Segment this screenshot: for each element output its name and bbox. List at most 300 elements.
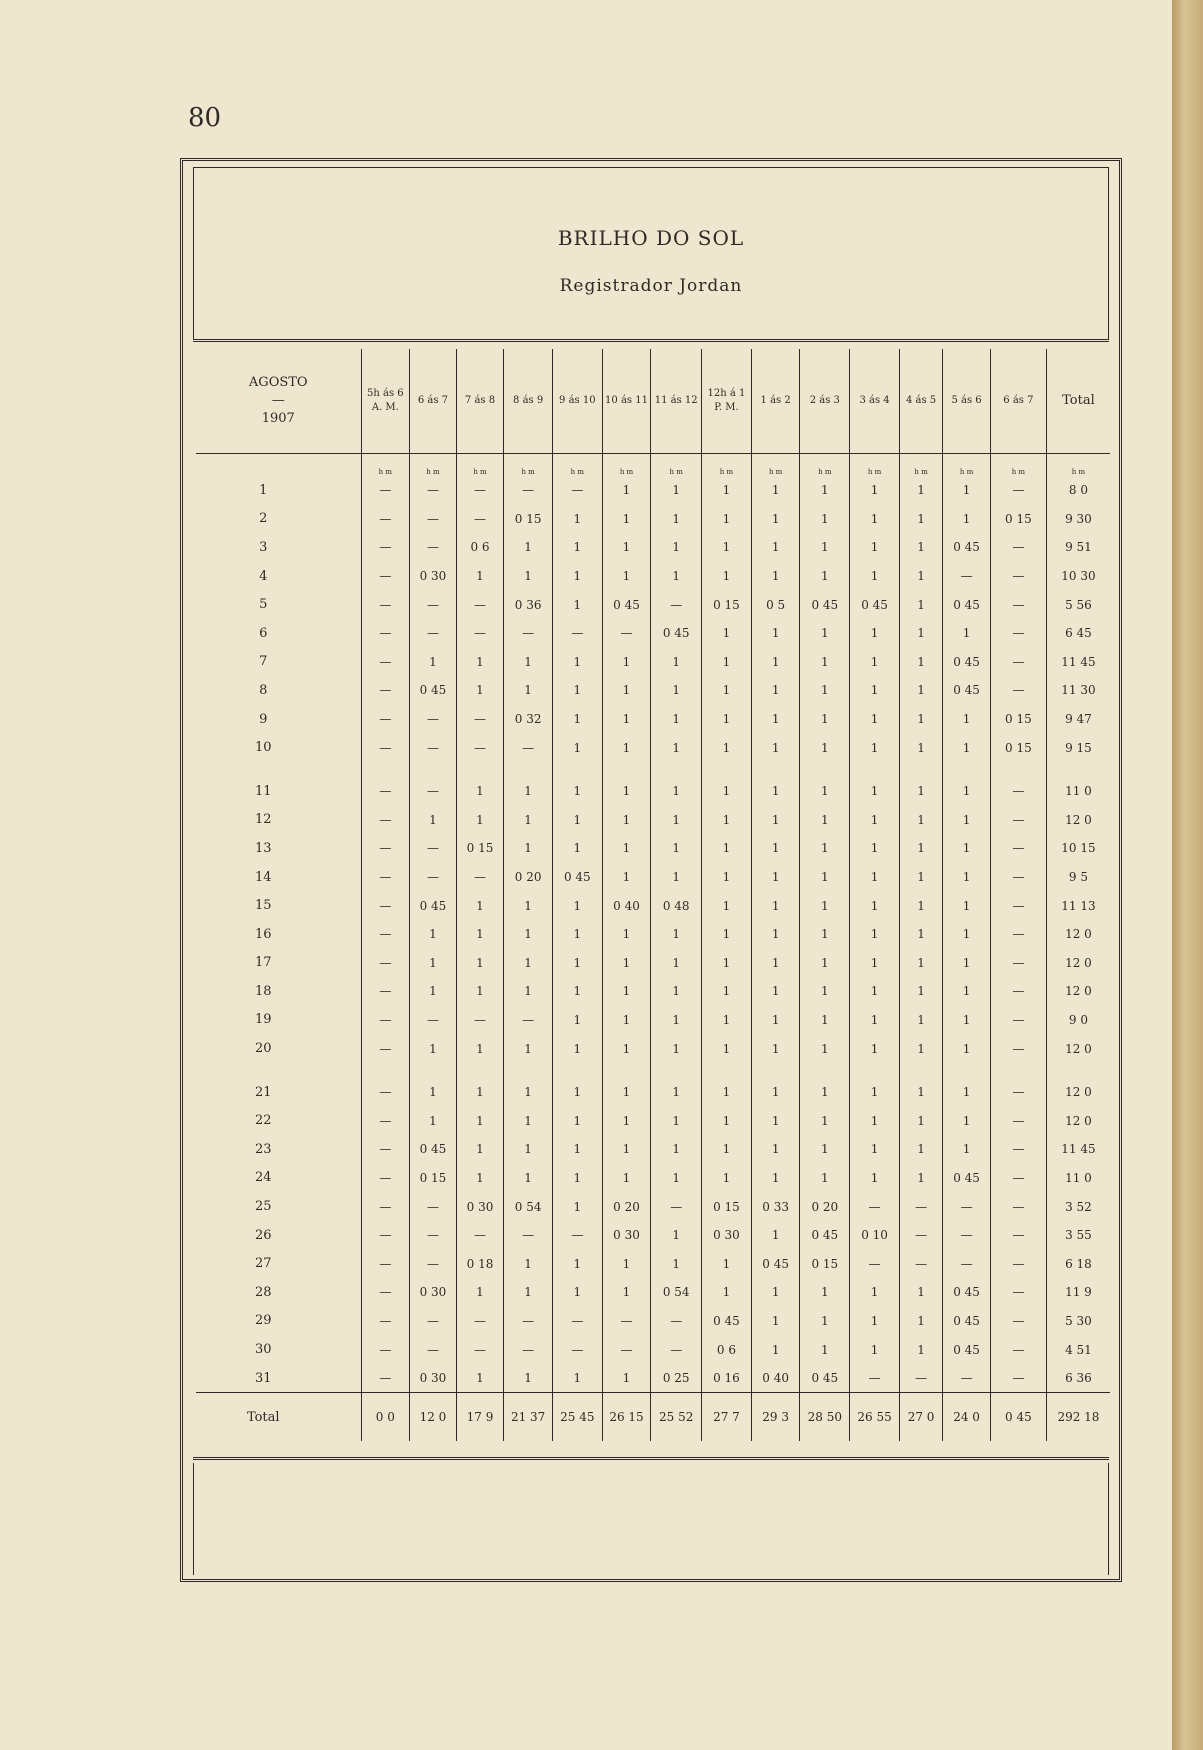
hour-cell: —	[899, 1221, 942, 1250]
table-body	[196, 454, 1110, 1442]
hour-cell: 1	[552, 533, 602, 562]
hour-cell: 1	[751, 920, 800, 949]
hour-cell: 0 6	[702, 1335, 752, 1364]
hour-cell: 1	[702, 777, 752, 806]
hour-cell: 0 15	[990, 733, 1046, 762]
hour-cell: —	[361, 1249, 410, 1278]
hour-cell: —	[990, 977, 1046, 1006]
hour-cell: 0 45	[410, 891, 457, 920]
day-number: 25	[254, 1199, 272, 1215]
spacer-cell	[850, 762, 900, 777]
table-row	[196, 1249, 1110, 1278]
hour-cell: 1	[504, 1164, 553, 1193]
table-row	[196, 863, 1110, 892]
hour-cell: 1	[751, 891, 800, 920]
hour-cell: 1	[602, 505, 651, 534]
hour-cell: —	[456, 505, 504, 534]
hour-cell: —	[361, 619, 410, 648]
column-header-hours: 12h á 1	[707, 388, 746, 399]
hour-cell: 1	[850, 977, 900, 1006]
hour-cell: 1	[702, 949, 752, 978]
hour-cell: 1	[552, 806, 602, 835]
hour-cell: 1	[456, 1278, 504, 1307]
page-subtitle: Registrador Jordan	[559, 276, 743, 296]
hour-cell: 1	[899, 590, 942, 619]
day-number: 3	[259, 539, 268, 555]
hour-cell: —	[552, 476, 602, 505]
hour-cell: 0 15	[800, 1249, 850, 1278]
unit-cell: h m	[751, 454, 800, 477]
hour-cell: 1	[456, 1164, 504, 1193]
hour-cell: —	[990, 1164, 1046, 1193]
hour-cell: —	[361, 977, 410, 1006]
table-row	[196, 1164, 1110, 1193]
day-total-cell: 4 51	[1046, 1335, 1110, 1364]
spacer-cell	[702, 762, 752, 777]
hour-cell: 1	[651, 1164, 702, 1193]
column-header	[990, 349, 1046, 454]
hour-cell: 1	[943, 977, 991, 1006]
hour-cell: 1	[899, 920, 942, 949]
hour-cell: 1	[602, 1249, 651, 1278]
hour-cell: —	[602, 1307, 651, 1336]
hour-cell: —	[990, 476, 1046, 505]
hour-cell: 1	[504, 648, 553, 677]
hour-cell: 0 45	[702, 1307, 752, 1336]
hour-cell: 1	[800, 1278, 850, 1307]
hour-cell: —	[410, 590, 457, 619]
hour-cell: —	[990, 1006, 1046, 1035]
column-header-period: P. M.	[714, 402, 739, 413]
table-row	[196, 648, 1110, 677]
day-number: 6	[259, 625, 268, 641]
column-total-cell: 27 7	[702, 1393, 752, 1442]
hour-cell: 0 15	[702, 590, 752, 619]
hour-cell: —	[456, 619, 504, 648]
hour-cell: 1	[751, 562, 800, 591]
hour-cell: 1	[410, 920, 457, 949]
hour-cell: 1	[651, 1006, 702, 1035]
hour-cell: 1	[702, 619, 752, 648]
hour-cell: 1	[702, 1078, 752, 1107]
hour-cell: 1	[651, 1106, 702, 1135]
spacer-cell	[800, 1063, 850, 1078]
hour-cell: —	[602, 619, 651, 648]
hour-cell: —	[990, 863, 1046, 892]
hour-cell: 1	[410, 1106, 457, 1135]
hour-cell: 0 45	[943, 533, 991, 562]
hour-cell: 1	[943, 619, 991, 648]
day-total-cell: 12 0	[1046, 806, 1110, 835]
hour-cell: 1	[800, 505, 850, 534]
unit-cell: h m	[456, 454, 504, 477]
hour-cell: —	[361, 1364, 410, 1393]
hour-cell: 1	[602, 777, 651, 806]
column-header-period: A. M.	[371, 402, 399, 413]
hour-cell: —	[850, 1249, 900, 1278]
hour-cell: 1	[702, 920, 752, 949]
hour-cell: —	[990, 891, 1046, 920]
day-total-cell: 11 45	[1046, 648, 1110, 677]
hour-cell: —	[410, 505, 457, 534]
hour-cell: 1	[504, 777, 553, 806]
day-number: 4	[259, 568, 268, 584]
hour-cell: 1	[552, 1192, 602, 1221]
hour-cell: 0 25	[651, 1364, 702, 1393]
hour-cell: —	[361, 920, 410, 949]
hour-cell: 0 45	[552, 863, 602, 892]
hour-cell: —	[361, 834, 410, 863]
hour-cell: —	[990, 1034, 1046, 1063]
hour-cell: 1	[943, 1006, 991, 1035]
spacer-cell	[702, 1063, 752, 1078]
hour-cell: 1	[751, 676, 800, 705]
day-total-cell: 8 0	[1046, 476, 1110, 505]
hour-cell: 1	[800, 533, 850, 562]
table-row	[196, 1364, 1110, 1393]
hour-cell: 1	[899, 476, 942, 505]
hour-cell: 0 15	[456, 834, 504, 863]
column-header-hours: 5h ás 6	[367, 388, 404, 399]
hour-cell: 1	[602, 533, 651, 562]
day-number: 8	[259, 682, 268, 698]
day-number: 27	[254, 1256, 272, 1272]
hour-cell: —	[361, 476, 410, 505]
hour-cell: 0 45	[800, 1221, 850, 1250]
hour-cell: 1	[456, 977, 504, 1006]
hour-cell: 1	[751, 1164, 800, 1193]
hour-cell: 1	[850, 648, 900, 677]
hour-cell: —	[943, 1192, 991, 1221]
hour-cell: —	[504, 619, 553, 648]
hour-cell: —	[990, 920, 1046, 949]
spacer-cell	[1046, 1063, 1110, 1078]
hour-cell: 1	[800, 1307, 850, 1336]
hour-cell: —	[410, 1192, 457, 1221]
hour-cell: 1	[800, 562, 850, 591]
day-total-cell: 5 56	[1046, 590, 1110, 619]
hour-cell: —	[504, 1221, 553, 1250]
units-label-cell	[196, 454, 361, 477]
spacer-cell	[943, 1063, 991, 1078]
hour-cell: 1	[552, 562, 602, 591]
day-number: 19	[254, 1012, 272, 1028]
hour-cell: 1	[751, 1106, 800, 1135]
hour-cell: 1	[751, 777, 800, 806]
column-header-hours: 9 ás 10	[559, 395, 596, 406]
hour-cell: —	[361, 949, 410, 978]
day-total-cell: 5 30	[1046, 1307, 1110, 1336]
hour-cell: 0 18	[456, 1249, 504, 1278]
hour-cell: 1	[651, 1221, 702, 1250]
column-header-hours: 6 ás 7	[1003, 395, 1034, 406]
hour-cell: 0 45	[602, 590, 651, 619]
hour-cell: 0 5	[751, 590, 800, 619]
hour-cell: 0 10	[850, 1221, 900, 1250]
hour-cell: 1	[651, 863, 702, 892]
hour-cell: 1	[504, 1034, 553, 1063]
hour-cell: 1	[751, 1078, 800, 1107]
hour-cell: 1	[552, 949, 602, 978]
day-number: 18	[254, 983, 272, 999]
hour-cell: 1	[456, 562, 504, 591]
table-row	[196, 705, 1110, 734]
hour-cell: 1	[552, 1135, 602, 1164]
hour-cell: 1	[899, 977, 942, 1006]
day-total-cell: 11 9	[1046, 1278, 1110, 1307]
table-row	[196, 806, 1110, 835]
spacer-cell	[552, 762, 602, 777]
hour-cell: —	[990, 619, 1046, 648]
hour-cell: 1	[552, 920, 602, 949]
hour-cell: 1	[800, 676, 850, 705]
hour-cell: 1	[410, 1078, 457, 1107]
hour-cell: —	[361, 590, 410, 619]
hour-cell: 1	[899, 1164, 942, 1193]
hour-cell: —	[361, 891, 410, 920]
hour-cell: 0 33	[751, 1192, 800, 1221]
hour-cell: —	[456, 476, 504, 505]
day-number: 10	[254, 740, 272, 756]
day-total-cell: 10 15	[1046, 834, 1110, 863]
spacer-cell	[602, 1063, 651, 1078]
column-total-cell: 26 15	[602, 1393, 651, 1442]
hour-cell: 0 30	[602, 1221, 651, 1250]
day-number: 21	[254, 1084, 272, 1100]
hour-cell: 1	[552, 1278, 602, 1307]
hour-cell: 0 30	[410, 562, 457, 591]
hour-cell: 1	[751, 1006, 800, 1035]
column-header	[899, 349, 942, 454]
column-header	[702, 349, 752, 454]
hour-cell: 1	[850, 891, 900, 920]
hour-cell: —	[990, 1106, 1046, 1135]
hour-cell: 1	[943, 1135, 991, 1164]
footer-box	[193, 1463, 1109, 1575]
hour-cell: —	[990, 949, 1046, 978]
spacer-cell	[196, 762, 361, 777]
hour-cell: 1	[552, 505, 602, 534]
hour-cell: 1	[552, 1164, 602, 1193]
hour-cell: 1	[899, 1106, 942, 1135]
group-spacer	[196, 762, 1110, 777]
unit-cell: h m	[990, 454, 1046, 477]
hour-cell: 1	[943, 949, 991, 978]
hour-cell: 1	[504, 891, 553, 920]
hour-cell: 1	[850, 476, 900, 505]
hour-cell: 1	[456, 648, 504, 677]
hour-cell: 1	[751, 1221, 800, 1250]
hour-cell: —	[361, 648, 410, 677]
day-number: 14	[254, 869, 272, 885]
day-number: 20	[254, 1041, 272, 1057]
hour-cell: 1	[899, 949, 942, 978]
sunshine-table	[196, 349, 1110, 1441]
hour-cell: 1	[899, 562, 942, 591]
month-header	[196, 349, 361, 454]
hour-cell: 1	[751, 1335, 800, 1364]
table-row	[196, 1335, 1110, 1364]
table-row	[196, 920, 1110, 949]
hour-cell: 1	[850, 562, 900, 591]
table-row	[196, 562, 1110, 591]
day-number: 26	[254, 1227, 272, 1243]
spacer-cell	[850, 1063, 900, 1078]
hour-cell: 1	[899, 533, 942, 562]
day-number: 30	[254, 1342, 272, 1358]
hour-cell: —	[361, 1278, 410, 1307]
hour-cell: —	[651, 1335, 702, 1364]
footer-rule	[193, 1457, 1109, 1460]
hour-cell: 1	[702, 648, 752, 677]
spacer-cell	[800, 762, 850, 777]
hour-cell: —	[456, 733, 504, 762]
hour-cell: —	[990, 834, 1046, 863]
hour-cell: 1	[651, 834, 702, 863]
hour-cell: 0 45	[800, 590, 850, 619]
hour-cell: 1	[899, 705, 942, 734]
hour-cell: —	[361, 533, 410, 562]
hour-cell: 1	[456, 1364, 504, 1393]
hour-cell: —	[456, 1335, 504, 1364]
hour-cell: 1	[602, 863, 651, 892]
hour-cell: 1	[899, 733, 942, 762]
column-total-cell: 27 0	[899, 1393, 942, 1442]
spacer-cell	[943, 762, 991, 777]
column-total-cell: 12 0	[410, 1393, 457, 1442]
hour-cell: 1	[552, 705, 602, 734]
hour-cell: 1	[800, 949, 850, 978]
hour-cell: —	[410, 619, 457, 648]
hour-cell: 1	[702, 834, 752, 863]
hour-cell: 1	[702, 476, 752, 505]
hour-cell: 1	[751, 648, 800, 677]
hour-cell: 1	[899, 834, 942, 863]
table-frame	[180, 158, 1122, 1582]
hour-cell: 1	[552, 1078, 602, 1107]
hour-cell: 1	[651, 505, 702, 534]
table-row	[196, 977, 1110, 1006]
spacer-cell	[651, 1063, 702, 1078]
day-number: 28	[254, 1284, 272, 1300]
hour-cell: —	[552, 1307, 602, 1336]
hour-cell: 1	[751, 863, 800, 892]
hour-cell: —	[943, 1364, 991, 1393]
day-total-cell: 6 45	[1046, 619, 1110, 648]
spacer-cell	[990, 1063, 1046, 1078]
hour-cell: —	[899, 1192, 942, 1221]
column-total-cell: 29 3	[751, 1393, 800, 1442]
hour-cell: 1	[751, 806, 800, 835]
table-row	[196, 505, 1110, 534]
day-number: 1	[259, 482, 268, 498]
hour-cell: 1	[850, 676, 900, 705]
day-total-cell: 12 0	[1046, 1034, 1110, 1063]
hour-cell: 0 40	[751, 1364, 800, 1393]
day-total-cell: 3 55	[1046, 1221, 1110, 1250]
hour-cell: 0 45	[943, 648, 991, 677]
hour-cell: 0 30	[456, 1192, 504, 1221]
hour-cell: 1	[552, 777, 602, 806]
hour-cell: 1	[456, 676, 504, 705]
spacer-cell	[899, 762, 942, 777]
hour-cell: —	[410, 1335, 457, 1364]
hour-cell: 1	[602, 476, 651, 505]
hour-cell: 1	[850, 863, 900, 892]
hour-cell: —	[990, 1192, 1046, 1221]
hour-cell: 0 6	[456, 533, 504, 562]
hour-cell: 1	[552, 1006, 602, 1035]
hour-cell: 1	[850, 920, 900, 949]
hour-cell: 0 45	[800, 1364, 850, 1393]
hour-cell: 1	[602, 1006, 651, 1035]
table-row	[196, 590, 1110, 619]
hour-cell: —	[361, 676, 410, 705]
hour-cell: —	[651, 590, 702, 619]
table-row	[196, 949, 1110, 978]
hour-cell: 1	[504, 1364, 553, 1393]
hour-cell: 1	[751, 1307, 800, 1336]
hour-cell: 0 45	[943, 1278, 991, 1307]
hour-cell: 1	[702, 676, 752, 705]
hour-cell: 1	[943, 863, 991, 892]
column-header-hours: 5 ás 6	[951, 395, 982, 406]
hour-cell: —	[651, 1192, 702, 1221]
column-total-cell: 26 55	[850, 1393, 900, 1442]
hour-cell: 1	[651, 1034, 702, 1063]
hour-cell: 0 45	[751, 1249, 800, 1278]
column-header-row	[196, 349, 1110, 454]
day-total-cell: 6 18	[1046, 1249, 1110, 1278]
hour-cell: 1	[456, 1106, 504, 1135]
unit-cell: h m	[361, 454, 410, 477]
column-header	[850, 349, 900, 454]
hour-cell: 1	[751, 1278, 800, 1307]
hour-cell: —	[456, 590, 504, 619]
hour-cell: 1	[651, 648, 702, 677]
day-number: 24	[254, 1170, 272, 1186]
hour-cell: 1	[651, 806, 702, 835]
hour-cell: —	[552, 1221, 602, 1250]
column-total-cell: 292 18	[1046, 1393, 1110, 1442]
header-rule	[193, 339, 1109, 342]
hour-cell: 1	[800, 777, 850, 806]
hour-cell: 1	[899, 676, 942, 705]
day-total-cell: 9 47	[1046, 705, 1110, 734]
page-number: 80	[188, 103, 222, 133]
column-header	[361, 349, 410, 454]
hour-cell: 1	[899, 505, 942, 534]
hour-cell: 1	[702, 505, 752, 534]
day-number: 22	[254, 1113, 272, 1129]
hour-cell: 1	[552, 977, 602, 1006]
hour-cell: —	[361, 1335, 410, 1364]
hour-cell: 1	[602, 1364, 651, 1393]
hour-cell: 1	[800, 920, 850, 949]
hour-cell: —	[990, 1249, 1046, 1278]
hour-cell: 1	[602, 1106, 651, 1135]
hour-cell: 1	[800, 834, 850, 863]
total-label: Total	[196, 1393, 361, 1442]
hour-cell: 1	[602, 1135, 651, 1164]
unit-cell: h m	[800, 454, 850, 477]
hour-cell: 0 45	[943, 590, 991, 619]
table-row	[196, 533, 1110, 562]
day-number: 7	[259, 654, 268, 670]
hour-cell: 1	[702, 1106, 752, 1135]
hour-cell: 1	[943, 705, 991, 734]
hour-cell: —	[990, 1364, 1046, 1393]
